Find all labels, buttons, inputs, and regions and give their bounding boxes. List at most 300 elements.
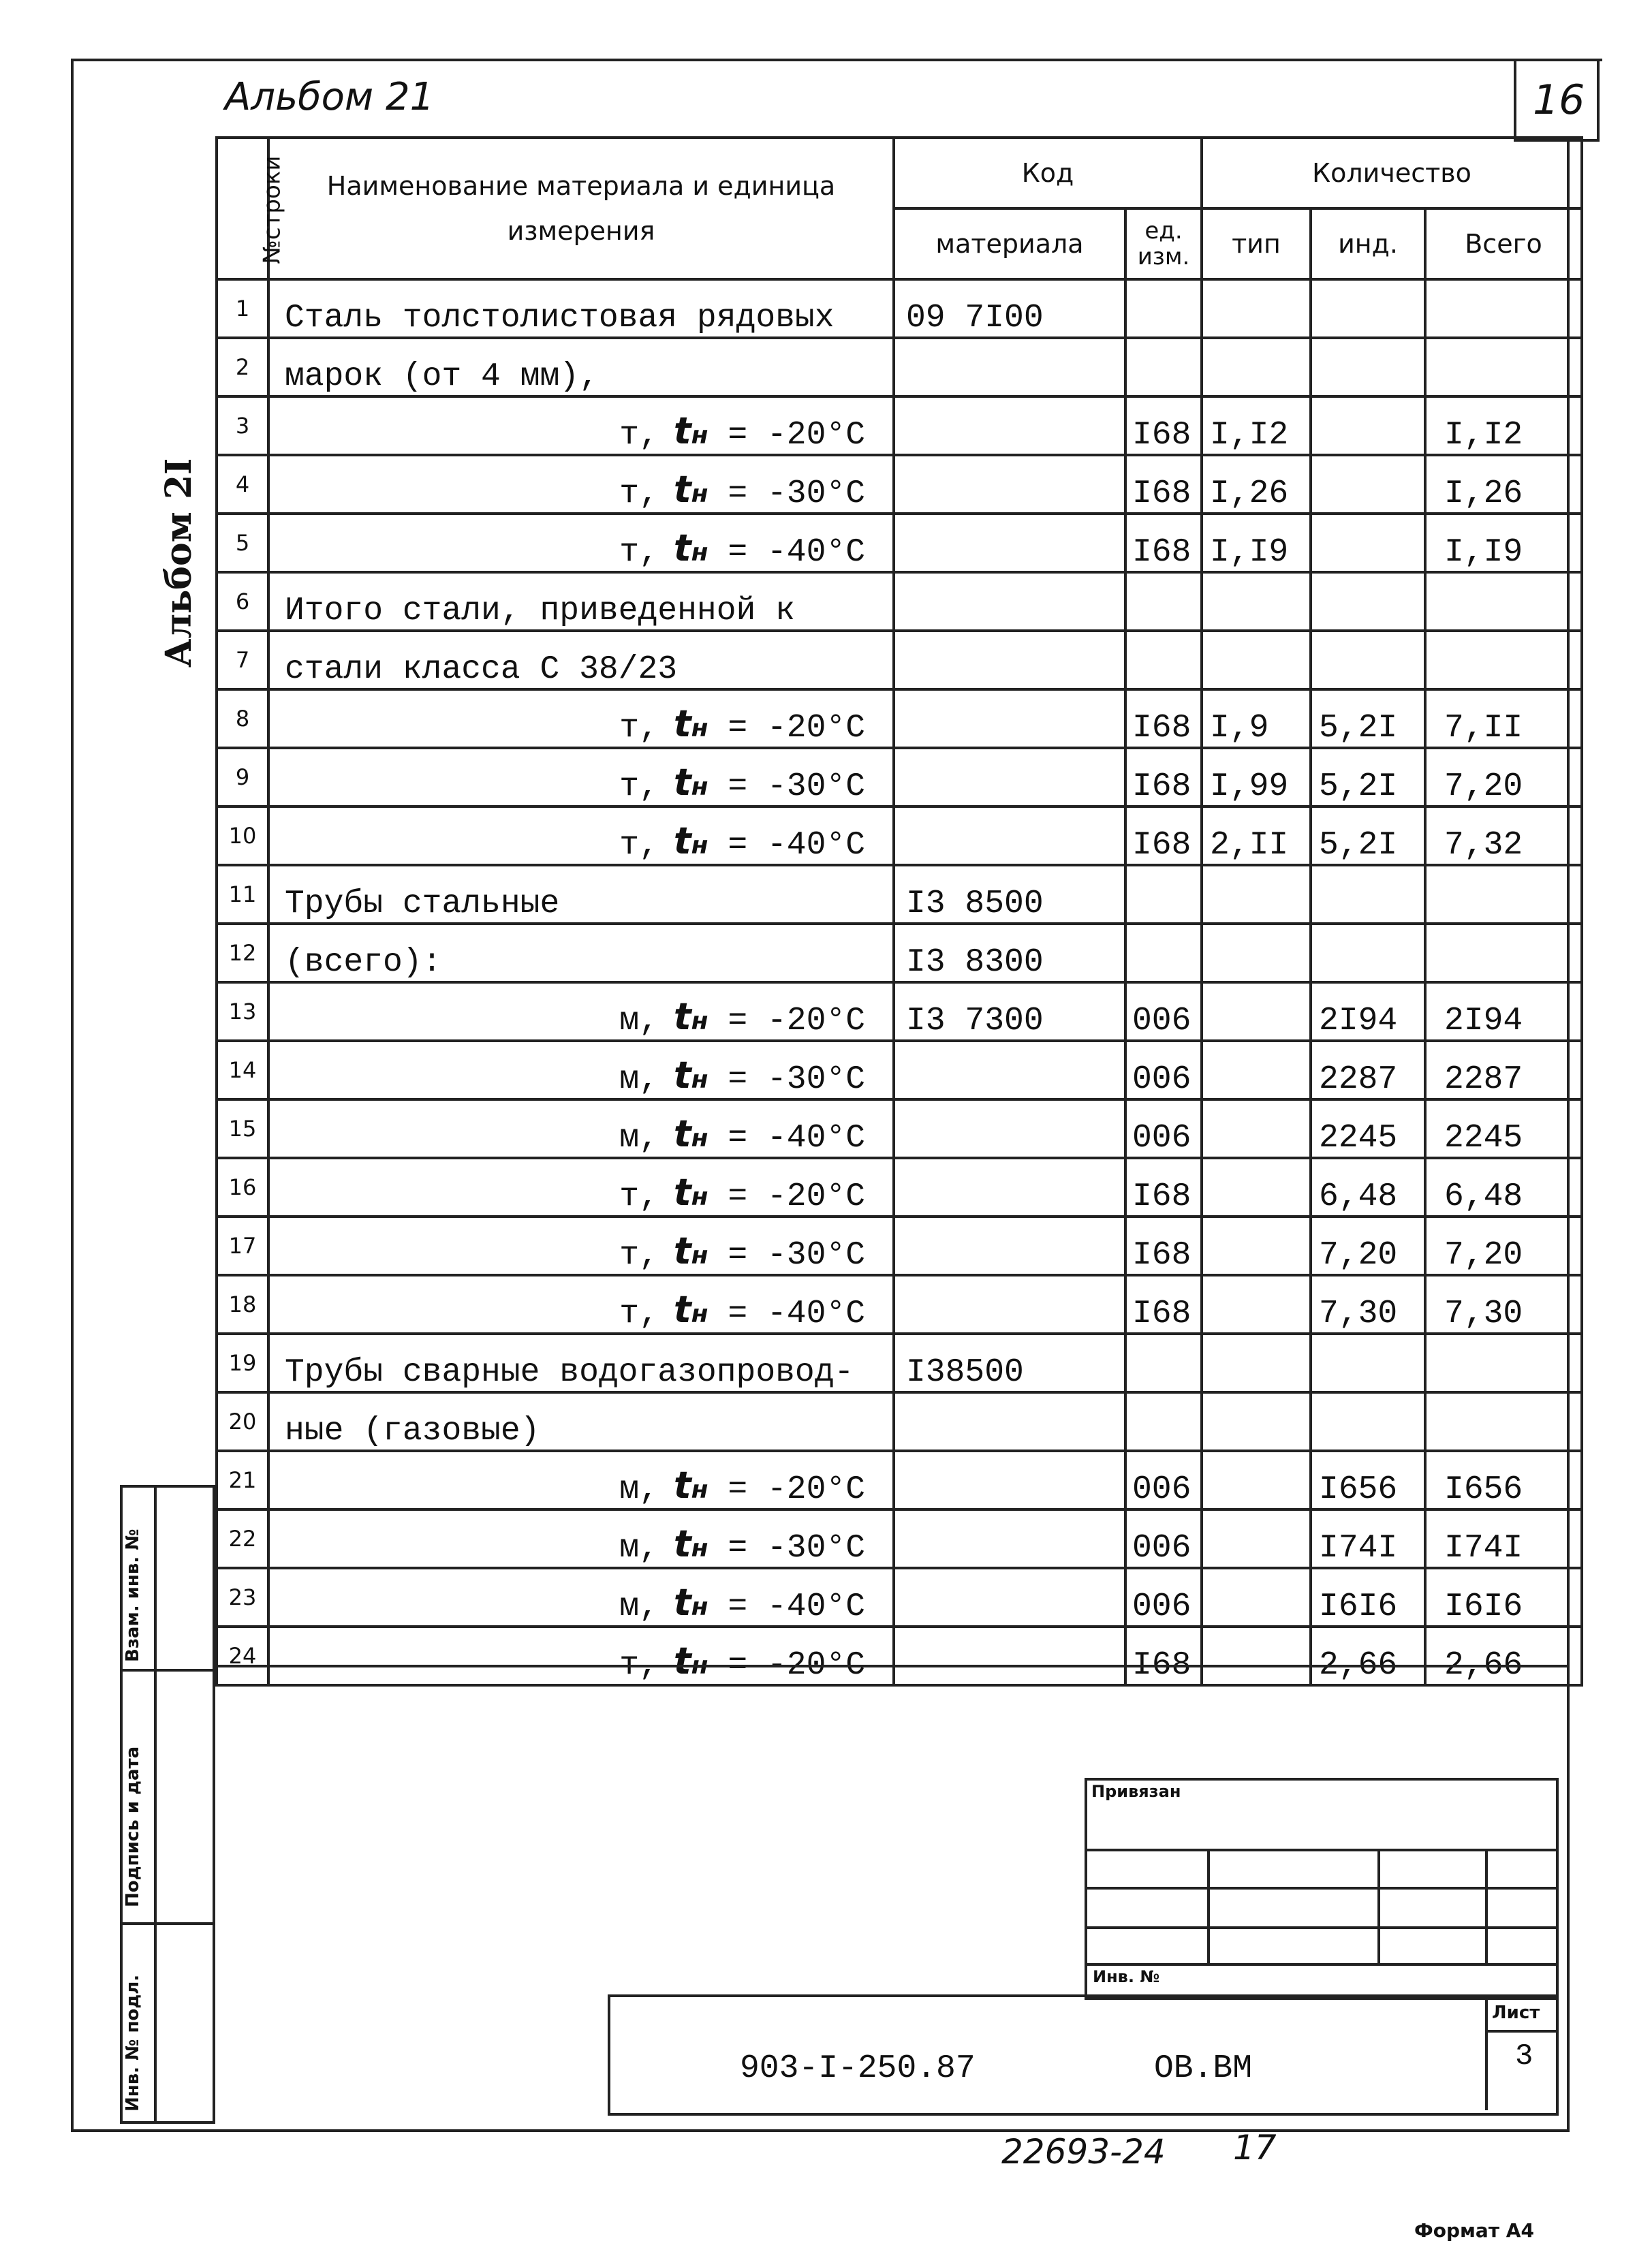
qty-total: 2I94 [1425,982,1582,1041]
archive-page: 17 [1233,2128,1277,2167]
document-mark: ОВ.ВМ [1154,2050,1253,2087]
unit-code: 006 [1125,1041,1202,1099]
temperature-unit: °C [826,1588,865,1625]
qty-type [1202,279,1311,338]
material-code [894,689,1125,748]
qty-total: I,26 [1425,455,1582,514]
temperature-symbol: t [673,1112,691,1155]
unit-code [1125,924,1202,982]
qty-ind: 7,20 [1311,1217,1425,1275]
table-row [217,1451,1582,1509]
unit-code [1125,338,1202,396]
qty-total: I,I2 [1425,396,1582,455]
format-label: Формат А4 [1414,2219,1534,2242]
side-stamp-divider-1 [120,1669,213,1672]
temperature-value: -20 [766,1003,826,1039]
code-material-header: материала [894,208,1125,279]
page-number-box-line [1514,59,1516,140]
qty-type: I,9 [1202,689,1311,748]
table-row [217,1158,1582,1217]
qty-total: 2245 [1425,1099,1582,1158]
qty-ind [1311,924,1425,982]
qty-type [1202,1568,1311,1627]
temperature-value: -20 [766,710,826,747]
qty-ind [1311,1334,1425,1392]
row-number: 24 [217,1627,268,1685]
unit-prefix: т, [619,710,659,747]
temperature-value: -40 [766,534,826,571]
qty-ind [1311,455,1425,514]
unit-code: I68 [1125,806,1202,865]
temperature-value: -20 [766,1647,826,1684]
binding-col-line-2 [1377,1849,1380,1963]
temperature-subscript: н [691,422,708,450]
temperature-unit: °C [826,1471,865,1508]
unit-prefix: т, [619,768,659,805]
qty-type [1202,924,1311,982]
material-code [894,1217,1125,1275]
row-number-header: №строки [217,138,268,279]
unit-code: 006 [1125,1451,1202,1509]
qty-ind-header: инд. [1311,208,1425,279]
unit-temperature-cell: т, tн = -20°C [268,396,894,455]
row-number: 18 [217,1275,268,1334]
temperature-subscript: н [691,1476,708,1504]
table-bottom-line [215,1665,1567,1667]
temperature-subscript: н [691,480,708,508]
row-number: 5 [217,514,268,572]
table-row [217,748,1582,806]
unit-code [1125,865,1202,924]
temperature-symbol: t [673,527,691,569]
album-label: Альбом 21 [225,75,435,119]
temperature-unit: °C [826,417,865,454]
qty-total: 6,48 [1425,1158,1582,1217]
temperature-unit: °C [826,1647,865,1684]
temperature-symbol: t [673,1581,691,1624]
document-code: 903-I-250.87 [740,2050,976,2087]
unit-code [1125,279,1202,338]
material-code [894,1451,1125,1509]
row-number: 12 [217,924,268,982]
unit-prefix: м, [619,1588,659,1625]
qty-total [1425,1334,1582,1392]
table-row [217,806,1582,865]
inv-no-label: Инв. № [1093,1967,1160,1986]
temperature-value: -30 [766,1061,826,1098]
unit-prefix: т, [619,827,659,864]
qty-type [1202,338,1311,396]
qty-ind: 6,48 [1311,1158,1425,1217]
temperature-subscript: н [691,1593,708,1621]
qty-ind [1311,865,1425,924]
qty-total: 7,20 [1425,1217,1582,1275]
qty-ind: I656 [1311,1451,1425,1509]
table-row [217,1099,1582,1158]
temperature-subscript: н [691,539,708,567]
unit-code: 006 [1125,1099,1202,1158]
unit-prefix: т, [619,1178,659,1215]
temperature-symbol: t [673,702,691,745]
row-number: 21 [217,1451,268,1509]
qty-type [1202,982,1311,1041]
unit-prefix: т, [619,534,659,571]
row-number: 6 [217,572,268,631]
material-code [894,1099,1125,1158]
qty-total: 7,20 [1425,748,1582,806]
unit-code: 006 [1125,1509,1202,1568]
material-code [894,1158,1125,1217]
temperature-value: -30 [766,768,826,805]
qty-type: I,99 [1202,748,1311,806]
unit-temperature-cell: м, tн = -20°C [268,1451,894,1509]
row-number: 17 [217,1217,268,1275]
unit-temperature-cell: м, tн = -30°C [268,1509,894,1568]
unit-temperature-cell: м, tн = -20°C [268,982,894,1041]
temperature-symbol: t [673,1288,691,1331]
temperature-value: -40 [766,1588,826,1625]
temperature-symbol: t [673,819,691,862]
material-code [894,514,1125,572]
temperature-unit: °C [826,1061,865,1098]
temperature-unit: °C [826,475,865,512]
unit-code: I68 [1125,748,1202,806]
temperature-subscript: н [691,1652,708,1680]
qty-total [1425,572,1582,631]
table-row [217,982,1582,1041]
row-number: 2 [217,338,268,396]
material-code [894,1392,1125,1451]
qty-ind [1311,1392,1425,1451]
temperature-subscript: н [691,832,708,860]
material-code [894,1509,1125,1568]
qty-type [1202,1099,1311,1158]
row-number: 8 [217,689,268,748]
qty-total: I656 [1425,1451,1582,1509]
unit-prefix: т, [619,475,659,512]
unit-code: I68 [1125,514,1202,572]
unit-temperature-cell: т, tн = -20°C [268,689,894,748]
unit-code: I68 [1125,1217,1202,1275]
qty-ind [1311,279,1425,338]
unit-prefix: т, [619,1647,659,1684]
material-name: стали класса С 38/23 [268,631,894,689]
temperature-value: -30 [766,475,826,512]
qty-total: 2287 [1425,1041,1582,1099]
temperature-subscript: н [691,1300,708,1328]
material-code [894,455,1125,514]
unit-prefix: м, [619,1471,659,1508]
temperature-value: -40 [766,827,826,864]
qty-ind: 5,2I [1311,806,1425,865]
row-number: 22 [217,1509,268,1568]
qty-type [1202,865,1311,924]
qty-ind [1311,631,1425,689]
table-row [217,689,1582,748]
temperature-value: -30 [766,1530,826,1567]
material-name: Сталь толстолистовая рядовых [268,279,894,338]
temperature-symbol: t [673,1522,691,1565]
row-number: 11 [217,865,268,924]
qty-ind: I6I6 [1311,1568,1425,1627]
qty-type [1202,1451,1311,1509]
temperature-unit: °C [826,1530,865,1567]
qty-ind: 2245 [1311,1099,1425,1158]
qty-total: I74I [1425,1509,1582,1568]
materials-table [215,136,1583,1687]
unit-code: I68 [1125,1158,1202,1217]
table-row [217,924,1582,982]
inv-orig-label: Инв. № подл. [123,1974,143,2112]
material-code [894,806,1125,865]
code-group-header: Код [894,138,1202,208]
qty-ind: 7,30 [1311,1275,1425,1334]
qty-total-header: Всего [1425,208,1582,279]
temperature-symbol: t [673,1054,691,1097]
qty-ind [1311,572,1425,631]
sign-date-label: Подпись и дата [123,1746,143,1907]
temperature-unit: °C [826,1120,865,1157]
temperature-unit: °C [826,1003,865,1039]
qty-ind [1311,338,1425,396]
unit-prefix: т, [619,1237,659,1274]
temperature-value: -40 [766,1296,826,1332]
qty-total [1425,924,1582,982]
unit-code: I68 [1125,396,1202,455]
sheet-box-line [1485,1994,1488,2110]
unit-code: I68 [1125,1627,1202,1685]
qty-total: 7,32 [1425,806,1582,865]
material-code [894,338,1125,396]
material-name: Трубы стальные [268,865,894,924]
qty-type [1202,1392,1311,1451]
qty-total [1425,338,1582,396]
qty-ind: 2I94 [1311,982,1425,1041]
unit-code [1125,631,1202,689]
temperature-value: -20 [766,1471,826,1508]
qty-type [1202,1158,1311,1217]
unit-prefix: м, [619,1061,659,1098]
qty-total: 7,II [1425,689,1582,748]
unit-prefix: т, [619,1296,659,1332]
temperature-symbol: t [673,1171,691,1214]
material-name: Трубы сварные водогазопровод- [268,1334,894,1392]
table-row [217,1041,1582,1099]
qty-type [1202,1509,1311,1568]
qty-total [1425,631,1582,689]
unit-code [1125,572,1202,631]
row-number: 10 [217,806,268,865]
table-row [217,1392,1582,1451]
qty-ind [1311,396,1425,455]
row-number: 1 [217,279,268,338]
qty-type [1202,1217,1311,1275]
table-row [217,1568,1582,1627]
qty-total [1425,865,1582,924]
unit-prefix: т, [619,417,659,454]
temperature-symbol: t [673,1464,691,1507]
material-code [894,1275,1125,1334]
qty-type: 2,II [1202,806,1311,865]
unit-prefix: м, [619,1120,659,1157]
qty-total: I6I6 [1425,1568,1582,1627]
temperature-subscript: н [691,1007,708,1035]
table-row [217,631,1582,689]
table-row [217,1509,1582,1568]
table-row [217,1334,1582,1392]
row-number: 9 [217,748,268,806]
temperature-value: -30 [766,1237,826,1274]
row-number: 4 [217,455,268,514]
qty-total [1425,1392,1582,1451]
temperature-subscript: н [691,1535,708,1563]
frame-right-line [1597,59,1600,140]
qty-type [1202,572,1311,631]
qty-ind: 5,2I [1311,748,1425,806]
side-album-label: Альбом 2I [158,458,200,668]
temperature-unit: °C [826,534,865,571]
row-number: 14 [217,1041,268,1099]
row-number: 16 [217,1158,268,1217]
material-code [894,1627,1125,1685]
temperature-subscript: н [691,1183,708,1211]
temperature-subscript: н [691,715,708,742]
unit-code: 006 [1125,1568,1202,1627]
table-row [217,396,1582,455]
temperature-subscript: н [691,1066,708,1094]
material-code [894,572,1125,631]
unit-temperature-cell: т, tн = -30°C [268,455,894,514]
qty-ind [1311,514,1425,572]
unit-temperature-cell: т, tн = -40°C [268,1275,894,1334]
qty-ind: 2287 [1311,1041,1425,1099]
qty-total [1425,279,1582,338]
qty-total: 7,30 [1425,1275,1582,1334]
temperature-subscript: н [691,773,708,801]
material-code [894,1041,1125,1099]
binding-row-line-4 [1085,1963,1556,1966]
material-code [894,396,1125,455]
sheet-box-divider [1485,2030,1556,2033]
material-name-header: Наименование материала и единица измерения [268,138,894,279]
temperature-unit: °C [826,1178,865,1215]
unit-code [1125,1392,1202,1451]
quantity-group-header: Количество [1202,138,1582,208]
temperature-unit: °C [826,1237,865,1274]
binding-col-line-1 [1207,1849,1210,1963]
table-row [217,572,1582,631]
temperature-subscript: н [691,1242,708,1270]
unit-code: 006 [1125,982,1202,1041]
material-code: I3 8300 [894,924,1125,982]
qty-type: I,I2 [1202,396,1311,455]
temperature-symbol: t [673,761,691,804]
table-row [217,514,1582,572]
qty-type [1202,1041,1311,1099]
temperature-symbol: t [673,995,691,1038]
side-stamp-inner-line [154,1485,157,2121]
unit-prefix: м, [619,1530,659,1567]
unit-code: I68 [1125,689,1202,748]
row-number: 13 [217,982,268,1041]
unit-temperature-cell: т, tн = -20°C [268,1158,894,1217]
qty-type-header: тип [1202,208,1311,279]
archive-number: 22693-24 [1001,2132,1166,2172]
unit-temperature-cell: т, tн = -40°C [268,514,894,572]
code-unit-header: ед. изм. [1125,208,1202,279]
row-number: 7 [217,631,268,689]
material-code [894,631,1125,689]
row-number: 20 [217,1392,268,1451]
material-code [894,748,1125,806]
material-name: марок (от 4 мм), [268,338,894,396]
unit-code: I68 [1125,455,1202,514]
temperature-symbol: t [673,468,691,511]
table-row [217,279,1582,338]
qty-type [1202,1275,1311,1334]
temperature-value: -40 [766,1120,826,1157]
material-code [894,1568,1125,1627]
temperature-unit: °C [826,827,865,864]
qty-type [1202,1334,1311,1392]
material-name: Итого стали, приведенной к [268,572,894,631]
qty-ind: 2,66 [1311,1627,1425,1685]
qty-total: 2,66 [1425,1627,1582,1685]
qty-type [1202,1627,1311,1685]
temperature-value: -20 [766,417,826,454]
temperature-unit: °C [826,768,865,805]
material-code: I3 7300 [894,982,1125,1041]
temperature-subscript: н [691,1125,708,1153]
qty-ind: I74I [1311,1509,1425,1568]
unit-temperature-cell: т, tн = -40°C [268,806,894,865]
row-number: 15 [217,1099,268,1158]
temperature-symbol: t [673,409,691,452]
replace-inv-label: Взам. инв. № [123,1529,143,1662]
row-number: 23 [217,1568,268,1627]
unit-code [1125,1334,1202,1392]
qty-type: I,26 [1202,455,1311,514]
row-number: 3 [217,396,268,455]
material-name: (всего): [268,924,894,982]
side-stamp-divider-2 [120,1922,213,1925]
table-row [217,338,1582,396]
temperature-unit: °C [826,710,865,747]
table-row [217,1217,1582,1275]
table-row [217,1627,1582,1685]
qty-total: I,I9 [1425,514,1582,572]
frame-bottom-line [71,2129,1570,2132]
temperature-unit: °C [826,1296,865,1332]
unit-prefix: м, [619,1003,659,1039]
row-number: 19 [217,1334,268,1392]
temperature-symbol: t [673,1229,691,1272]
material-code: I38500 [894,1334,1125,1392]
binding-col-line-3 [1485,1849,1488,1963]
page-corner-number: 16 [1533,76,1585,124]
qty-ind: 5,2I [1311,689,1425,748]
material-name: ные (газовые) [268,1392,894,1451]
unit-temperature-cell: т, tн = -30°C [268,748,894,806]
temperature-value: -20 [766,1178,826,1215]
unit-temperature-cell: м, tн = -40°C [268,1099,894,1158]
qty-type [1202,631,1311,689]
unit-temperature-cell: т, tн = -20°C [268,1627,894,1685]
material-code: 09 7I00 [894,279,1125,338]
sheet-number: 3 [1515,2039,1533,2073]
unit-temperature-cell: м, tн = -40°C [268,1568,894,1627]
unit-code: I68 [1125,1275,1202,1334]
